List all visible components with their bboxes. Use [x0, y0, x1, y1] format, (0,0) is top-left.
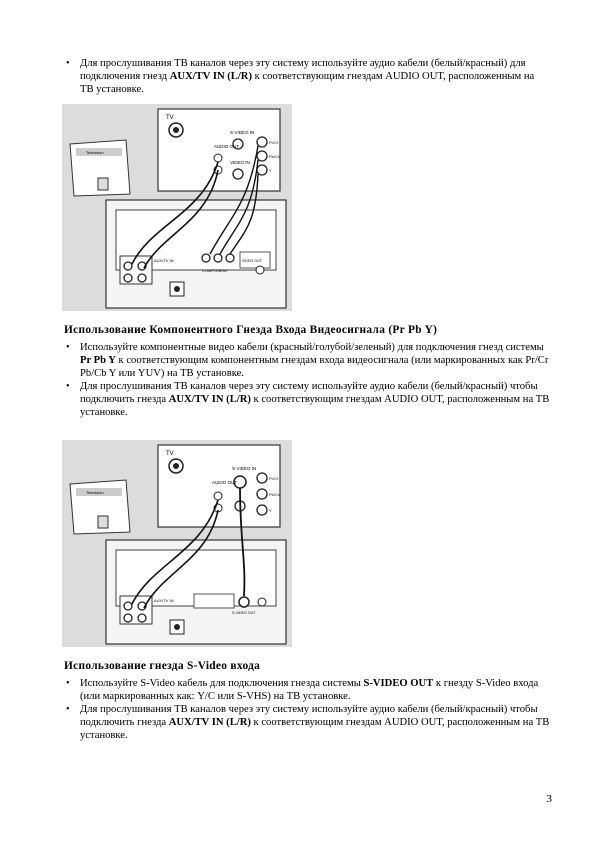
- svg-text:Television: Television: [86, 490, 104, 495]
- bold-term: AUX/TV IN (L/R): [169, 71, 252, 82]
- svg-text:AUX/TV IN: AUX/TV IN: [154, 598, 174, 603]
- figure-svideo-connection: [62, 440, 292, 647]
- bullet-icon: •: [66, 704, 70, 715]
- bold-term: AUX/TV IN (L/R): [168, 394, 251, 405]
- svg-text:Pb/Cb: Pb/Cb: [269, 154, 281, 159]
- svg-text:AUDIO OUT: AUDIO OUT: [212, 480, 238, 485]
- section3-heading: Использование гнезда S-Video входа: [64, 660, 261, 672]
- svg-text:S-VIDEO OUT: S-VIDEO OUT: [232, 611, 256, 615]
- bullet-icon: •: [66, 678, 70, 689]
- bullet-item: [60, 380, 550, 419]
- bullet-icon: •: [66, 381, 70, 392]
- system-unit: [106, 540, 286, 644]
- page-number: 3: [546, 793, 552, 805]
- svg-text:AUX/TV IN: AUX/TV IN: [154, 258, 174, 263]
- tv-panel-label: TV: [166, 115, 174, 121]
- svg-text:Pr/Cr: Pr/Cr: [269, 140, 279, 145]
- svg-text:Pr/Cr: Pr/Cr: [269, 476, 279, 481]
- bold-term: S-VIDEO OUT: [363, 678, 434, 689]
- section1-bullets: [60, 57, 550, 96]
- svg-text:Television: Television: [86, 150, 104, 155]
- television-icon: [70, 480, 130, 534]
- svg-text:S-VIDEO IN: S-VIDEO IN: [230, 130, 255, 135]
- bullet-text: Для прослушивания ТВ каналов через эту систему используйте аудио кабели (белый/красный) чтобы подключить гнезда: [80, 704, 538, 728]
- television-icon: [70, 140, 130, 196]
- bullet-icon: •: [66, 58, 70, 69]
- section2-heading: Использование Компонентного Гнезда Входа Видеосигнала (Pr Pb Y): [64, 324, 438, 336]
- bullet-text: Для прослушивания ТВ каналов через эту систему используйте аудио кабели (белый/красный) чтобы подключить гнезда: [80, 381, 538, 405]
- svg-text:Pb/Cb: Pb/Cb: [269, 492, 281, 497]
- figure-component-connection: [62, 104, 292, 311]
- bullet-item: [60, 341, 550, 380]
- section2-bullets: [60, 341, 550, 419]
- bullet-text: к соответствующим компонентным гнездам входа видеосигнала (или маркированных как Pr/Cr Pb/Cb Y или YUV) на ТВ установке.: [80, 355, 549, 379]
- svg-text:Y: Y: [269, 168, 272, 173]
- svg-text:COMPONENT: COMPONENT: [202, 268, 228, 273]
- svg-text:AUDIO OUT: AUDIO OUT: [214, 144, 240, 149]
- system-unit: [106, 200, 286, 308]
- tv-rear-panel: [158, 109, 280, 191]
- bullet-text: к гнезду S-Video входа (или маркированных как: Y/C или S-VHS) на ТВ установке.: [80, 678, 539, 702]
- svg-text:VIDEO OUT: VIDEO OUT: [242, 259, 262, 263]
- bullet-text: к соответствующим гнездам AUDIO OUT, расположенным на ТВ установке.: [80, 717, 550, 741]
- section3-bullets: [60, 677, 550, 742]
- svg-text:Y: Y: [269, 508, 272, 513]
- bullet-item: [60, 677, 550, 703]
- bold-term: AUX/TV IN (L/R): [168, 717, 251, 728]
- bullet-text: Используйте S-Video кабель для подключения гнезда системы: [80, 678, 364, 689]
- bullet-item: [60, 57, 550, 96]
- svg-text:TV: TV: [166, 451, 174, 457]
- bullet-item: [60, 703, 550, 742]
- svg-text:S-VIDEO IN: S-VIDEO IN: [232, 466, 257, 471]
- bullet-text: к соответствующим гнездам AUDIO OUT, расположенным на ТВ установке.: [80, 71, 535, 95]
- svg-text:VIDEO IN: VIDEO IN: [230, 160, 250, 165]
- bullet-text: Используйте компонентные видео кабели (красный/голубой/зеленый) для подключения гнезд системы: [80, 342, 544, 353]
- bold-term: Pr Pb Y: [80, 355, 116, 366]
- bullet-text: к соответствующим гнездам AUDIO OUT, расположенным на ТВ установке.: [80, 394, 550, 418]
- bullet-text: Для прослушивания ТВ каналов через эту систему используйте аудио кабели (белый/красный) для подключения гнезд: [80, 58, 526, 82]
- bullet-icon: •: [66, 342, 70, 353]
